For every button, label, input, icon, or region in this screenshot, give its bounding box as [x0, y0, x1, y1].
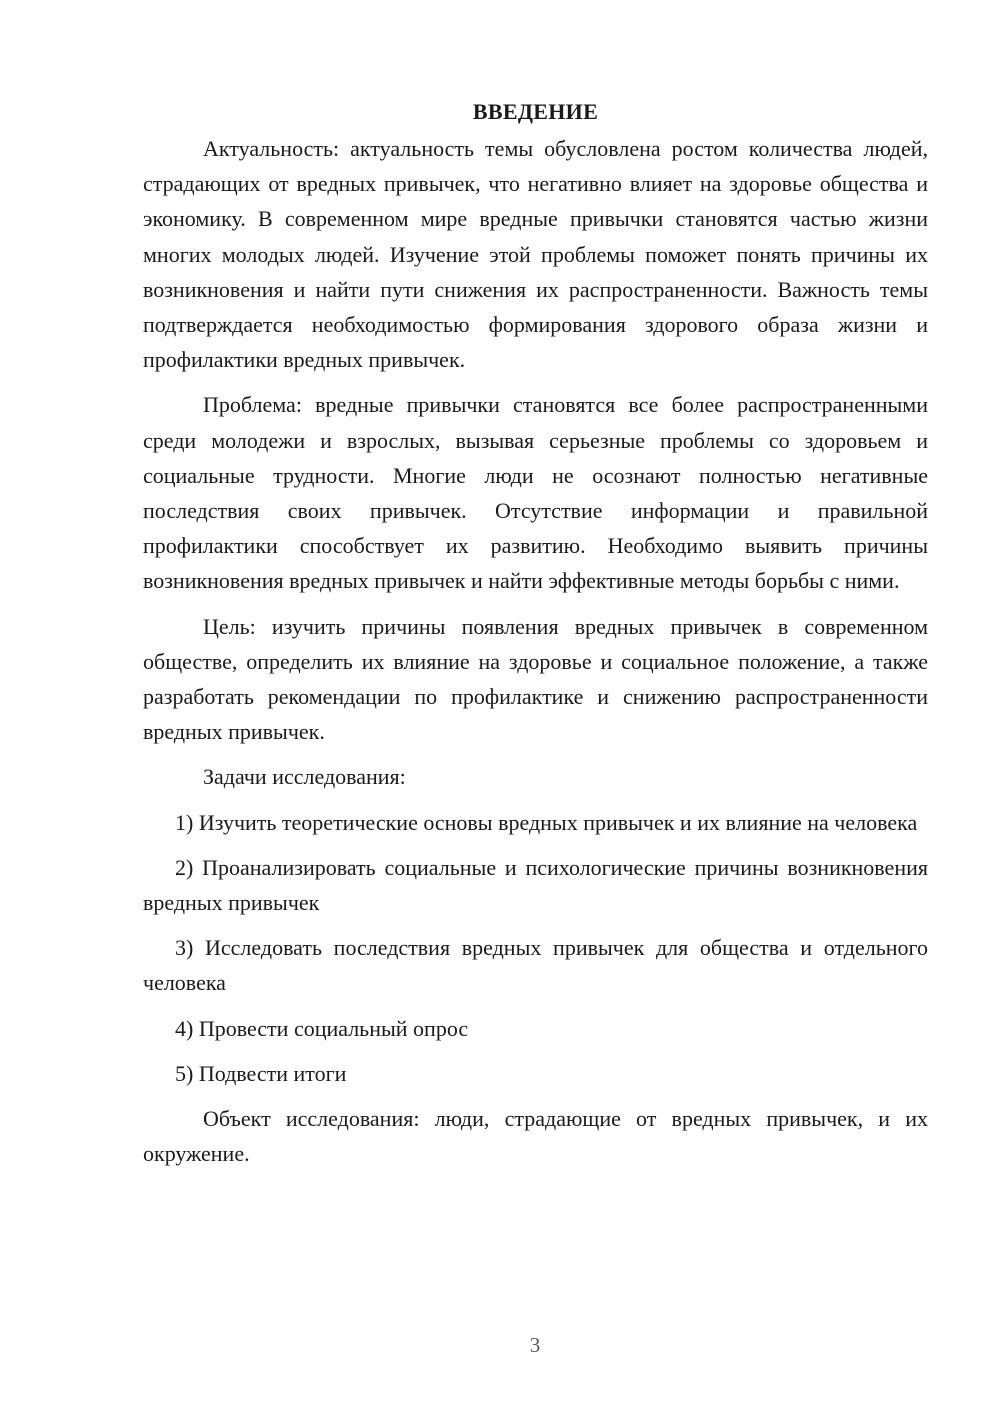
page-number: 3 [529, 1333, 541, 1357]
task-item: 4) Провести социальный опрос [175, 1015, 469, 1041]
paragraph-object: Объект исследования: люди, страдающие от вредных привычек, и их окружение. [143, 1106, 928, 1167]
paragraph-actuality: Актуальность: актуальность темы обусловлена ростом количества людей, страдающих от вредных привычек, что негативно влияет на здоровье общества и экономику. В современном мире вредные привычки становятся частью жизни многих молодых людей. Изучение этой проблемы поможет понять причины их возникновения и найти пути снижения их распространенности. Важность темы подтверждается необходимостью формирования здорового образа жизни и профилактики вредных привычек. [143, 136, 928, 373]
page-content [143, 94, 928, 1181]
task-item: 1) Изучить теоретические основы вредных привычек и их влияние на человека [175, 809, 918, 835]
tasks-heading: Задачи исследования: [203, 764, 406, 790]
paragraph-goal: Цель: изучить причины появления вредных привычек в современном обществе, определить их влияние на здоровье и социальное положение, а также разработать рекомендации по профилактике и снижению распространенности вредных привычек. [143, 613, 928, 745]
paragraph-problem: Проблема: вредные привычки становятся все более распространенными среди молодежи и взрослых, вызывая серьезные проблемы со здоровьем и социальные трудности. Многие люди не осознают полностью негативные последствия своих привычек. Отсутствие информации и правильной профилактики способствует их развитию. Необходимо выявить причины возникновения вредных привычек и найти эффективные методы борьбы с ними. [143, 392, 928, 594]
task-item: 2) Проанализировать социальные и психологические причины возникновения вредных привычек [143, 854, 928, 916]
task-item: 3) Исследовать последствия вредных привычек для общества и отдельного человека [143, 935, 928, 996]
page-title: ВВЕДЕНИЕ [472, 99, 599, 124]
task-item: 5) Подвести итоги [175, 1060, 347, 1086]
